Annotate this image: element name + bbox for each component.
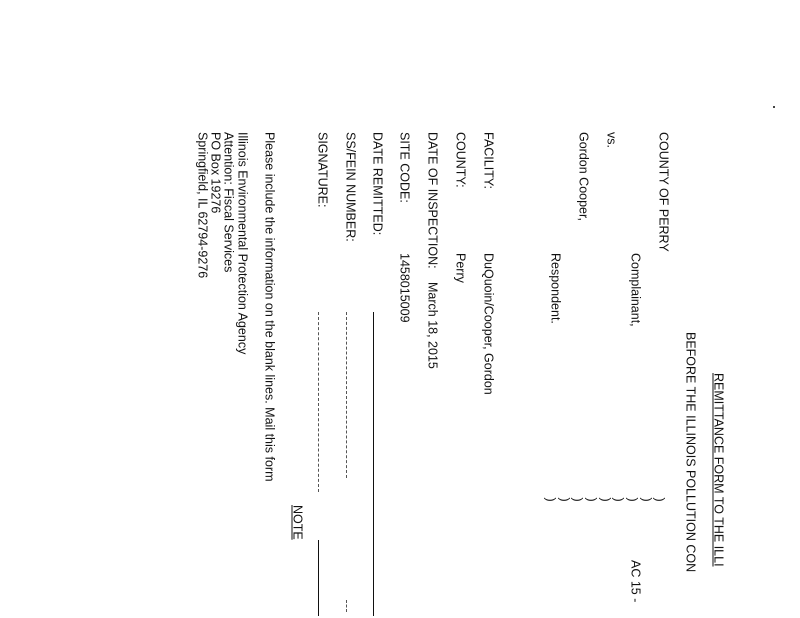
case-number: AC 15 - <box>628 560 643 603</box>
instructions-text: Please include the information on the blank lines. Mail this form <box>262 132 277 482</box>
site-code-value: 1458015009 <box>397 253 412 323</box>
stray-mark <box>773 106 775 108</box>
respondent-name: Gordon Cooper, <box>576 132 591 221</box>
form-subtitle: BEFORE THE ILLINOIS POLLUTION CON <box>683 332 698 573</box>
facility-value: DuQuoin/Cooper, Gordon <box>481 253 496 395</box>
respondent-label: Respondent. <box>548 253 563 324</box>
ssfein-label: SS/FEIN NUMBER: <box>343 132 358 242</box>
address-line-4: Springfield, IL 62794-9276 <box>195 132 210 279</box>
signature-label: SIGNATURE: <box>315 132 330 208</box>
address-line-1: Illinois Environmental Protection Agency <box>235 132 250 355</box>
inspection-date-label: DATE OF INSPECTION: <box>425 132 440 269</box>
county-label: COUNTY: <box>453 132 468 188</box>
form-title: REMITTANCE FORM TO THE ILLI <box>711 373 726 567</box>
signature-line-end <box>318 540 319 616</box>
signature-line[interactable] <box>318 312 320 492</box>
complainant-label: Complainant, <box>628 253 643 327</box>
document-page: REMITTANCE FORM TO THE ILLI BEFORE THE ILLINOIS POLLUTION CON COUNTY OF PERRY Complainant, AC 15 - vs. Gordon Cooper, Respondent. ) ) ) ) ) ) ) ) ) FACILITY: COUNTY: DATE OF INSPECTION: SITE CODE: DATE REMITTED: SS/FEIN NUMBER: SIGNATURE: DuQuoin/Cooper, Gordon Perry March 18, 2015 1458015009 NOTE Please include the information on the blank lines. Mail this form Illinois Environmental Protection Agency Attention: Fiscal Services PO Box 19276 Springfield, IL 62794-9276 <box>0 0 800 618</box>
address-line-3: PO Box 19276 <box>208 132 223 214</box>
ssfein-line-end <box>346 600 348 612</box>
address-line-2: Attention: Fiscal Services <box>221 132 236 273</box>
county-heading: COUNTY OF PERRY <box>656 132 671 252</box>
ssfein-line[interactable] <box>346 312 348 478</box>
note-heading: NOTE <box>290 505 305 540</box>
date-remitted-label: DATE REMITTED: <box>370 132 385 236</box>
county-value: Perry <box>453 253 468 283</box>
facility-label: FACILITY: <box>481 132 496 189</box>
vs-label: vs. <box>604 132 619 148</box>
inspection-date-value: March 18, 2015 <box>425 282 440 369</box>
date-remitted-line[interactable] <box>373 312 374 616</box>
site-code-label: SITE CODE: <box>397 132 412 203</box>
